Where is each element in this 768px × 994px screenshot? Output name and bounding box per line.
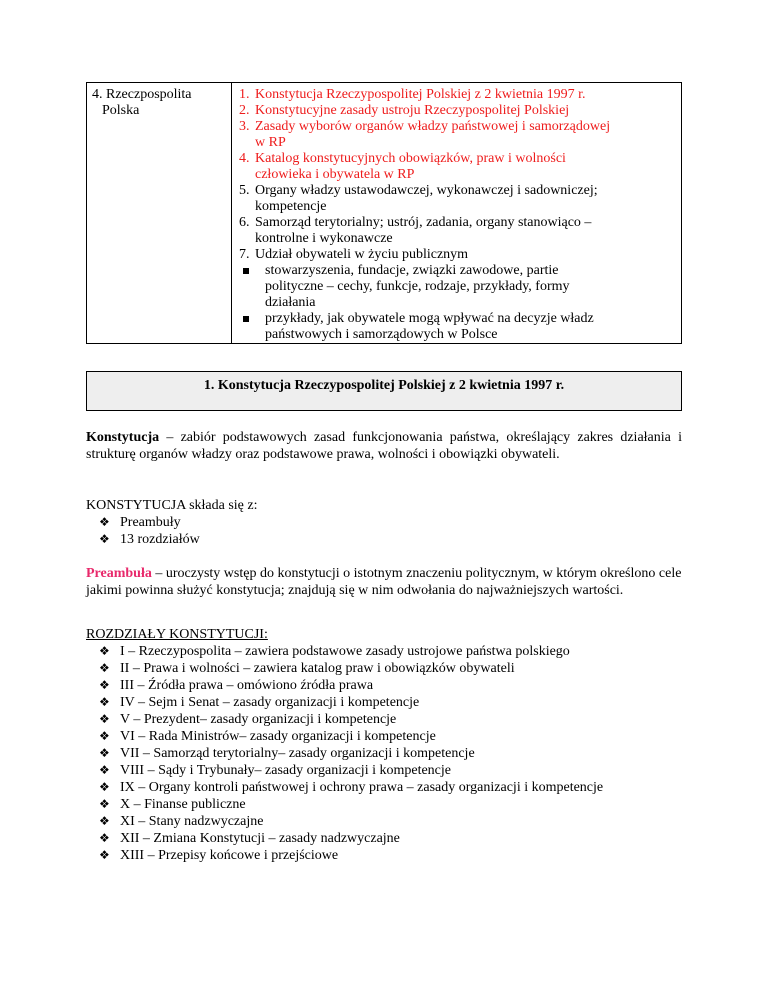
chapter-item-text: II – Prawa i wolności – zawiera katalog praw i obowiązków obywateli xyxy=(120,661,515,676)
topic-name-line2: Polska xyxy=(102,103,140,118)
chapters-list xyxy=(86,643,603,864)
topic-item xyxy=(239,119,677,151)
chapter-item-text: XIII – Przepisy końcowe i przejściowe xyxy=(120,848,339,863)
diamond-bullet-icon: ❖ xyxy=(99,814,110,828)
chapter-item-text: V – Prezydent– zasady organizacji i kompetencje xyxy=(120,712,397,727)
chapter-item-text: XII – Zmiana Konstytucji – zasady nadzwyczajne xyxy=(120,831,400,846)
square-bullet-icon xyxy=(243,268,249,274)
composition-list xyxy=(86,514,200,548)
topic-item-number: 6. xyxy=(239,215,250,230)
topic-name-line1: 4. Rzeczpospolita xyxy=(92,87,192,102)
topic-item xyxy=(239,151,677,183)
definition-paragraph xyxy=(86,429,682,463)
topic-item-line: Konstytucyjne zasady ustroju Rzeczypospolitej Polskiej xyxy=(255,103,570,118)
chapter-item-text: IV – Sejm i Senat – zasady organizacji i kompetencje xyxy=(120,695,420,710)
chapter-item xyxy=(86,728,603,745)
chapter-item xyxy=(86,711,603,728)
definition-term: Konstytucja xyxy=(86,430,160,445)
topic-subitem-line: polityczne – cechy, funkcje, rodzaje, przykłady, formy xyxy=(265,279,570,294)
composition-item xyxy=(86,531,200,548)
topic-item-line: Samorząd terytorialny; ustrój, zadania, organy stanowiąco – xyxy=(255,215,592,230)
chapter-item-text: VII – Samorząd terytorialny– zasady organizacji i kompetencje xyxy=(120,746,475,761)
topic-subitems-list xyxy=(239,263,677,343)
topic-item-line: człowieka i obywatela w RP xyxy=(255,167,415,182)
topic-item xyxy=(239,215,677,247)
composition-item-text: Preambuły xyxy=(120,515,181,530)
topic-item-line: Konstytucja Rzeczypospolitej Polskiej z 2 kwietnia 1997 r. xyxy=(255,87,586,102)
chapter-item-text: I – Rzeczypospolita – zawiera podstawowe zasady ustrojowe państwa polskiego xyxy=(120,644,570,659)
diamond-bullet-icon: ❖ xyxy=(99,515,110,529)
topic-item-line: Katalog konstytucyjnych obowiązków, praw i wolności xyxy=(255,151,566,166)
chapter-item-text: VI – Rada Ministrów– zasady organizacji i kompetencje xyxy=(120,729,436,744)
diamond-bullet-icon: ❖ xyxy=(99,644,110,658)
diamond-bullet-icon: ❖ xyxy=(99,661,110,675)
diamond-bullet-icon: ❖ xyxy=(99,532,110,546)
topic-subitem xyxy=(239,263,677,311)
chapters-heading: ROZDZIAŁY KONSTYTUCJI: xyxy=(86,627,268,642)
diamond-bullet-icon: ❖ xyxy=(99,729,110,743)
preamble-text: – uroczysty wstęp do konstytucji o istotnym znaczeniu politycznym, w którym określono cele jakimi powinna służyć konstytucja; znajdują się w nim odwołania do najważniejszych wartości. xyxy=(86,566,682,598)
chapter-item-text: X – Finanse publiczne xyxy=(120,797,246,812)
topic-item-number: 3. xyxy=(239,119,250,134)
topics-table xyxy=(86,82,682,344)
diamond-bullet-icon: ❖ xyxy=(99,678,110,692)
topic-item-number: 7. xyxy=(239,247,250,262)
chapter-item xyxy=(86,660,603,677)
topic-item xyxy=(239,103,677,119)
chapter-item xyxy=(86,745,603,762)
topic-items-cell xyxy=(232,83,681,343)
chapter-item-text: III – Źródła prawa – omówiono źródła prawa xyxy=(120,678,374,693)
diamond-bullet-icon: ❖ xyxy=(99,763,110,777)
diamond-bullet-icon: ❖ xyxy=(99,746,110,760)
chapter-item xyxy=(86,762,603,779)
composition-heading: KONSTYTUCJA składa się z: xyxy=(86,498,258,513)
topic-item-line: w RP xyxy=(255,135,286,150)
topic-item-line: kompetencje xyxy=(255,199,327,214)
chapter-item xyxy=(86,643,603,660)
topic-item-line: Organy władzy ustawodawczej, wykonawczej i sadowniczej; xyxy=(255,183,598,198)
topic-item-line: Zasady wyborów organów władzy państwowej i samorządowej xyxy=(255,119,611,134)
square-bullet-icon xyxy=(243,316,249,322)
chapter-item xyxy=(86,779,603,796)
section-title: 1. Konstytucja Rzeczypospolitej Polskiej z 2 kwietnia 1997 r. xyxy=(203,378,565,393)
topic-item-number: 1. xyxy=(239,87,250,102)
topic-item xyxy=(239,183,677,215)
composition-item xyxy=(86,514,200,531)
topic-item xyxy=(239,247,677,263)
definition-text: – zabiór podstawowych zasad funkcjonowania państwa, określający zakres działania i strukturę organów władzy oraz podstawowe prawa, wolności i obowiązki obywateli. xyxy=(86,430,682,462)
diamond-bullet-icon: ❖ xyxy=(99,712,110,726)
topic-item-line: Udział obywateli w życiu publicznym xyxy=(255,247,469,262)
chapter-item-text: VIII – Sądy i Trybunały– zasady organizacji i kompetencje xyxy=(120,763,451,778)
composition-item-text: 13 rozdziałów xyxy=(120,532,200,547)
diamond-bullet-icon: ❖ xyxy=(99,831,110,845)
topic-name-cell xyxy=(87,83,232,343)
chapter-item-text: IX – Organy kontroli państwowej i ochrony prawa – zasady organizacji i kompetencje xyxy=(120,780,604,795)
diamond-bullet-icon: ❖ xyxy=(99,780,110,794)
section-title-box xyxy=(86,371,682,411)
diamond-bullet-icon: ❖ xyxy=(99,848,110,862)
preamble-term: Preambuła xyxy=(86,566,152,581)
topic-item-number: 2. xyxy=(239,103,250,118)
chapter-item xyxy=(86,796,603,813)
chapter-item xyxy=(86,813,603,830)
topic-subitem xyxy=(239,311,677,343)
topic-subitem-line: działania xyxy=(265,295,316,310)
chapter-item xyxy=(86,677,603,694)
topic-item-number: 5. xyxy=(239,183,250,198)
diamond-bullet-icon: ❖ xyxy=(99,695,110,709)
chapter-item-text: XI – Stany nadzwyczajne xyxy=(120,814,264,829)
topic-item-line: kontrolne i wykonawcze xyxy=(255,231,393,246)
topic-item xyxy=(239,87,677,103)
topic-item-number: 4. xyxy=(239,151,250,166)
topic-items-list xyxy=(239,87,677,263)
topic-subitem-line: stowarzyszenia, fundacje, związki zawodowe, partie xyxy=(265,263,559,278)
topic-subitem-line: państwowych i samorządowych w Polsce xyxy=(265,327,498,342)
chapter-item xyxy=(86,830,603,847)
chapter-item xyxy=(86,694,603,711)
preamble-paragraph xyxy=(86,565,682,599)
topic-subitem-line: przykłady, jak obywatele mogą wpływać na decyzje władz xyxy=(265,311,594,326)
chapter-item xyxy=(86,847,603,864)
diamond-bullet-icon: ❖ xyxy=(99,797,110,811)
